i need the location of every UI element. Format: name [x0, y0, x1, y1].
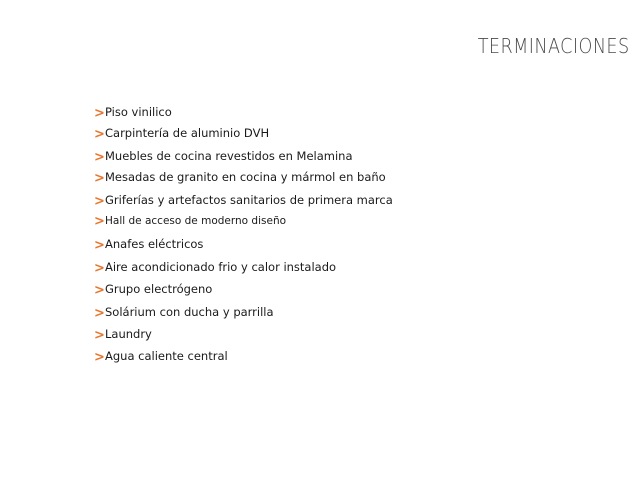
list-item-label: Piso vinilico [105, 105, 172, 120]
list-item-label: Hall de acceso de moderno diseño [105, 214, 287, 227]
chevron-right-icon: > [94, 282, 105, 298]
chevron-right-icon: > [94, 349, 105, 365]
list-item [94, 170, 386, 186]
chevron-right-icon: > [94, 260, 105, 276]
list-item [94, 327, 152, 343]
chevron-right-icon: > [94, 105, 105, 121]
list-item-label: Solárium con ducha y parrilla [105, 305, 274, 320]
chevron-right-icon: > [94, 126, 105, 142]
chevron-right-icon: > [94, 237, 105, 253]
chevron-right-icon: > [94, 305, 105, 321]
list-item-label: Carpintería de aluminio DVH [105, 126, 270, 141]
list-item [94, 149, 353, 165]
list-item [94, 193, 393, 209]
chevron-right-icon: > [94, 149, 105, 165]
list-item-label: Mesadas de granito en cocina y mármol en baño [105, 170, 386, 185]
list-item-label: Agua caliente central [105, 349, 228, 364]
list-item [94, 349, 228, 365]
list-item [94, 282, 212, 298]
chevron-right-icon: > [94, 170, 105, 186]
list-item-label: Grupo electrógeno [105, 282, 213, 297]
list-item-label: Muebles de cocina revestidos en Melamina [105, 149, 353, 164]
chevron-right-icon: > [94, 213, 105, 229]
list-item [94, 126, 269, 142]
list-item-label: Griferías y artefactos sanitarios de primera marca [105, 193, 393, 208]
page-title: TERMINACIONES [478, 34, 630, 58]
list-item [94, 305, 274, 321]
list-item [94, 260, 336, 276]
chevron-right-icon: > [94, 327, 105, 343]
list-item-label: Anafes eléctricos [105, 237, 204, 252]
list-item-label: Laundry [105, 327, 152, 342]
list-item [94, 213, 286, 229]
list-item-label: Aire acondicionado frio y calor instalado [105, 260, 337, 275]
list-item [94, 237, 203, 253]
chevron-right-icon: > [94, 193, 105, 209]
list-item [94, 105, 172, 121]
